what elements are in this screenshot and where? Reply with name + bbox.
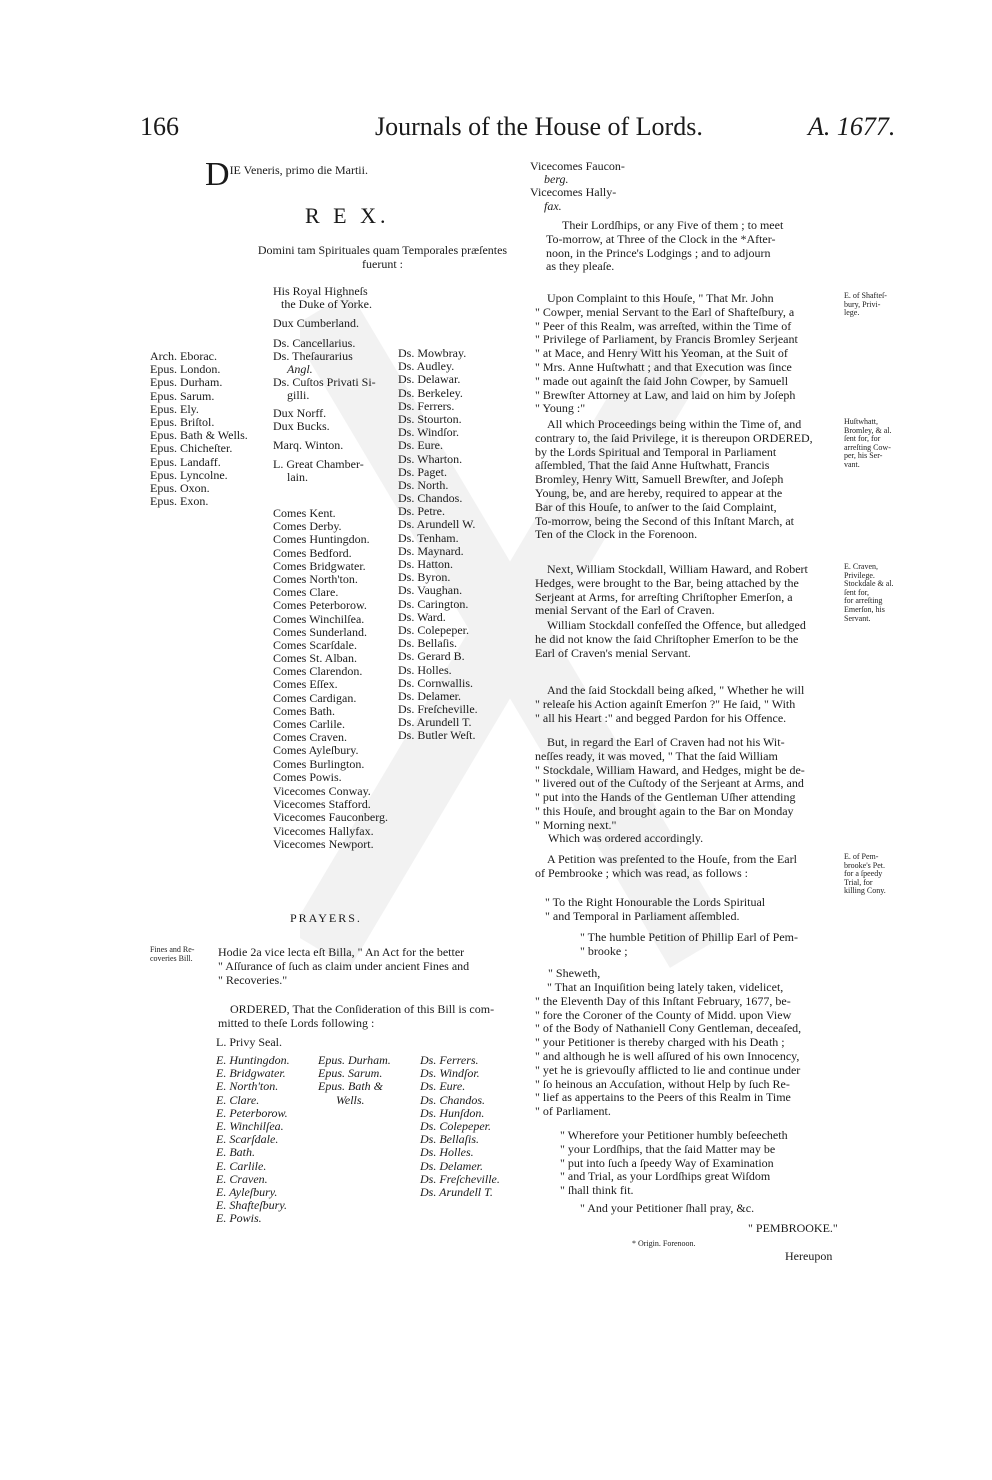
text-line: " brooke ; [580,943,628,958]
list-item: Ds. Audley. [398,359,455,374]
list-item: E. Craven. [216,1171,268,1186]
domini-line: fuerunt : [362,256,403,271]
list-item: Ds. Tenham. [398,530,459,545]
list-item: Dux Cumberland. [273,316,359,331]
margin-line: Servant. [844,613,871,623]
margin-line: Privilege. [844,570,875,580]
list-item: Vicecomes Stafford. [273,797,371,812]
list-item: Ds. Holles. [398,662,452,677]
list-item: Ds. Vaughan. [398,583,463,598]
list-item: Comes Derby. [273,519,342,534]
list-item: Ds. Carington. [398,596,469,611]
list-item: Ds. Maynard. [398,543,464,558]
list-item: Epus. Oxon. [150,480,210,495]
ordered-accordingly: Which was ordered accordingly. [548,831,704,845]
committee-barons [420,1054,500,1199]
text-line: " Recoveries." [218,972,288,987]
text-line: Next, William Stockdall, William Haward, and Robert [547,562,808,576]
text-line: Hodie 2a vice lecta eſt Billa, " An Act for the better [218,945,465,959]
year: A. 1677. [808,112,896,141]
list-item: Ds. Windſor. [420,1066,480,1081]
regard-paragraph [535,736,847,833]
list-item: E. Ayleſbury. [216,1184,278,1199]
list-item: E. Powis. [216,1211,262,1226]
list-item: Comes North'ton. [273,571,358,586]
asked-paragraph [535,684,847,725]
list-item: E. Peterborow. [216,1105,288,1120]
text-line: " your Lordſhips, that the ſaid Matter may be [560,1141,776,1156]
text-line: he did not know the ſaid Chriſtopher Emerſon to be the [535,631,799,646]
list-item: Comes Sunderland. [273,624,367,639]
list-item: Ds. Ward. [398,609,446,624]
margin-line: ſent for, [844,587,870,597]
list-item: Ds. Theſaurarius [273,348,353,363]
list-item: Ds. Eure. [398,438,443,453]
margin-line: per, his Ser- [844,451,883,461]
list-item: Ds. Eure. [420,1079,466,1094]
text-line: Upon Complaint to this Houſe, " That Mr. John [547,291,774,305]
margin-note-fines [150,946,194,963]
margin-line: E. of Shafteſ- [844,291,887,300]
list-item: Vicecomes Hally- [530,185,617,200]
list-item: Ds. Freſcheville. [398,702,478,717]
list-item: Epus. Sarum. [318,1066,383,1081]
list-item: Ds. Ferrers. [398,398,455,413]
list-item: Comes Ayleſbury. [273,743,359,758]
text-line: Their Lordſhips, or any Five of them ; to meet [562,218,784,232]
list-item: Ds. Paget. [398,464,447,479]
signature: " PEMBROOKE." [748,1221,838,1235]
text-line: Bromley, Henry Witt, Samuell Brewſter, and Joſeph [535,472,784,487]
text-line: " Young :" [535,401,586,416]
text-line: as they pleaſe. [546,259,615,274]
list-item: Ds. Ferrers. [420,1053,479,1067]
list-item: E. Carlile. [216,1158,267,1173]
page-number: 166 [140,112,179,141]
list-item: Angl. [287,361,313,376]
text-line: Young, be, and are hereby, required to appear at the [535,485,783,500]
list-item: Epus. Ely. [150,401,199,416]
ordered-paragraph [218,1003,526,1031]
text-line: " of Parliament. [535,1104,611,1119]
list-item: the Duke of Yorke. [281,297,372,312]
list-item: Epus. Bath & [318,1079,383,1094]
text-line: " the Eleventh Day of this Inſtant February, 1677, be- [535,993,791,1008]
list-item: Comes St. Alban. [273,651,358,666]
list-item: Epus. Landaff. [150,454,221,469]
list-item: Comes Clarendon. [273,664,363,679]
text-line: ORDERED, That the Conſideration of this Bill is com- [230,1002,495,1016]
text-line: by the Lords Spiritual and Temporal in Parliament [535,444,777,459]
list-item: Epus. Lyncolne. [150,467,228,482]
text-line: " yet he is grievouſly afflicted to lie and continue under [535,1062,801,1077]
list-item: gilli. [287,388,310,403]
list-item: Arch. Eborac. [150,349,217,363]
list-item: Comes Peterborow. [273,598,367,613]
list-item: Comes Bridgwater. [273,558,366,573]
margin-line: Emerſon, his [844,604,885,614]
text-line: " releaſe his Action againſt Emerſon ?" He ſaid, " With [535,696,796,711]
text-line: " made out againſt the ſaid John Cowper, by Samuell [535,373,789,388]
text-line: " and Trial, as your Lordſhips great Wiſdom [560,1169,771,1184]
list-item: Comes Bath. [273,703,335,718]
text-line: " put into the Hands of the Gentleman Uſher attending [535,790,796,805]
list-item: Ds. Berkeley. [398,385,463,400]
petition-paragraph [535,853,847,881]
text-line: Hedges, were brought to the Bar, being attached by the [535,575,799,590]
list-item: Comes Huntingdon. [273,532,370,547]
text-line: Ten of the Clock in the Forenoon. [535,527,698,542]
text-line: But, in regard the Earl of Craven had not his Wit- [547,735,785,749]
list-item: Ds. North. [398,477,449,492]
margin-line: bury, Privi- [844,299,881,309]
catchword: Hereupon [785,1249,833,1263]
humble-petition [580,931,847,959]
list-item: Ds. Hatton. [398,557,453,571]
list-item: Ds. Delamer. [420,1158,483,1173]
list-item: Wells. [336,1092,365,1107]
text-line: neſſes ready, it was moved, " That the ſaid William [535,748,778,763]
list-item: Comes Kent. [273,506,336,520]
text-line: A Petition was preſented to the Houſe, from the Earl [547,852,797,866]
list-item: E. Shafteſbury. [216,1198,287,1213]
list-item: Ds. Delamer. [398,688,461,703]
text-line: " all his Heart :" and begged Pardon for his Offence. [535,710,787,725]
list-item: Epus. Chicheſter. [150,441,233,456]
text-line: Bar of this Houſe, to anſwer to the ſaid Complaint, [535,499,777,514]
margin-note-hustwhatt [844,418,891,470]
confessed-paragraph [535,619,847,660]
text-line: " Privilege of Parliament, by Francis Bromley Serjeant [535,332,798,347]
list-item: His Royal Highneſs [273,284,368,298]
list-item: Ds. Cancellarius. [273,335,356,350]
text-line: " at Mace, and Henry Witt his Yeoman, at the Suit of [535,346,788,361]
list-item: E. Scarſdale. [216,1132,279,1147]
margin-line: ſent for, for [844,434,881,444]
list-item: berg. [544,172,569,187]
list-item: Ds. Petre. [398,504,445,519]
page-title: Journals of the House of Lords. [375,112,703,141]
text-line: " Peer of this Realm, was arreſted, within the Time of [535,318,792,333]
list-item: Epus. Bath & Wells. [150,428,248,443]
list-item: Marq. Winton. [273,437,344,452]
pray-line: " And your Petitioner ſhall pray, &c. [580,1201,755,1215]
list-item: Comes Scarſdale. [273,637,357,652]
text-line: " ſhall think fit. [560,1183,634,1198]
margin-line: lege. [844,308,860,318]
list-item: Ds. Stourton. [398,411,462,426]
viscounts-list [273,785,388,851]
list-item: Comes Bedford. [273,545,352,560]
list-item: Ds. Gerard B. [398,649,465,664]
text-line: " Mrs. Anne Huſtwhatt ; and that Execution was ſince [535,359,792,374]
margin-line: for a ſpeedy [844,869,883,879]
list-item: Comes Eſſex. [273,677,338,692]
list-item: fax. [544,198,562,213]
list-item: Comes Clare. [273,585,339,600]
list-item: Ds. Wharton. [398,451,463,466]
margin-line: Trial, for [844,877,873,887]
barons-list [398,347,478,743]
list-item: Epus. Exon. [150,494,209,509]
list-item: E. Bridgwater. [216,1066,286,1081]
margin-line: for arreſting [844,596,883,606]
text-line: To-morrow, at Three of the Clock in the *After- [546,231,776,246]
text-line: mitted to theſe Lords following : [218,1015,375,1030]
text-line: " Brewſter Attorney at Law, and laid on him by Joſeph [535,387,796,402]
list-item: Epus. Durham. [150,375,223,390]
list-item: Comes Carlile. [273,717,345,731]
peers-list [273,285,376,484]
list-item: Vicecomes Conway. [273,784,371,798]
text-line: Earl of Craven's menial Servant. [535,645,691,660]
text-line: " Cowper, menial Servant to the Earl of Shafteſbury, a [535,304,795,319]
list-item: lain. [287,470,308,485]
text-line: " put into ſuch a ſpeedy Way of Examination [560,1155,774,1170]
text-line: " ſo heinous an Accuſation, without Help by ſuch Re- [535,1076,790,1091]
text-line: " Wherefore your Petitioner humbly beſeecheth [560,1128,788,1142]
list-item: Dux Norff. [273,405,327,420]
text-line: " and Temporal in Parliament aſſembled. [545,908,740,923]
text-line: And the ſaid Stockdall being aſked, " Whether he will [547,683,805,697]
margin-note-craven [844,563,894,623]
margin-line: killing Cony. [844,886,886,896]
wherefore-paragraph [560,1129,847,1198]
text-line: " lief as appertains to the Peers of this Realm in Time [535,1090,791,1105]
text-line: Serjeant at Arms, for arreſting Chriſtopher Emerſon, a [535,589,793,604]
text-line: " Stockdale, William Haward, and Hedges, might be de- [535,762,805,777]
list-item: Ds. Cuſtos Privati Si- [273,375,376,390]
list-item: Vicecomes Fauconberg. [273,810,389,825]
margin-line: Stockdale & al. [844,579,894,589]
rex-heading: R E X. [305,203,390,228]
text-line: To-morrow, being the Second of this Inſtant March, at [535,513,794,528]
list-item: Ds. Colepeper. [420,1118,491,1133]
petition-address [545,896,847,924]
list-item: Epus. Sarum. [150,388,215,403]
text-line: " this Houſe, and brought again to the Bar on Monday [535,803,794,818]
complaint-paragraph [535,292,847,416]
list-item: E. Clare. [216,1092,260,1107]
list-item: Comes Powis. [273,769,342,784]
margin-line: arreſting Cow- [844,442,891,452]
day-heading [205,156,368,193]
text-line: " That an Inquiſition being lately taken, videlicet, [547,980,784,994]
list-item: Ds. Arundell T. [420,1184,493,1199]
list-item: Comes Burlington. [273,756,365,771]
list-item: Ds. Arundell W. [398,517,476,532]
text-line: " The humble Petition of Phillip Earl of Pem- [580,930,798,944]
list-item: Ds. Cornwallis. [398,675,473,690]
list-item: Ds. Windſor. [398,425,459,440]
margin-note-pembrooke [844,853,886,896]
sheweth: " Sheweth, [548,966,601,980]
list-item: Ds. Bellaſis. [420,1132,479,1147]
list-item: Ds. Colepeper. [398,622,469,637]
text-line: " of the Body of Nathaniell Cony Gentleman, deceaſed, [535,1021,802,1036]
margin-line: E. Craven, [844,562,878,571]
text-line: William Stockdall confeſſed the Offence, but alledged [547,618,806,632]
margin-note-shaftesbury [844,292,887,318]
viscounts-continued [530,160,625,213]
text-line: " and although he is well aſſured of his own Innocency, [535,1048,800,1063]
proceedings-paragraph [535,418,847,542]
list-item: Ds. Chandos. [420,1092,486,1107]
domini-heading [245,244,520,272]
committee-earls [216,1054,290,1225]
list-item: Ds. Chandos. [398,491,463,506]
text-line: contrary to, the ſaid Privilege, it is thereupon ORDERED, [535,430,813,445]
list-item: Comes Craven. [273,730,347,745]
earls-list [273,507,370,784]
list-item: Comes Cardigan. [273,690,357,705]
list-item: L. Great Chamber- [273,457,364,472]
text-line: " Morning next." [535,817,617,832]
prayers-heading: PRAYERS. [290,911,362,925]
list-item: Ds. Mowbray. [398,346,467,360]
list-item: Vicecomes Hallyfax. [273,823,374,838]
bishops-list [150,350,248,508]
list-item: Ds. Holles. [420,1145,474,1160]
list-item: E. North'ton. [216,1079,279,1094]
margin-line: coveries Bill. [150,953,193,963]
margin-line: brooke's Pet. [844,860,885,870]
list-item: Ds. Bellaſis. [398,636,457,651]
list-item: Ds. Freſcheville. [420,1171,500,1186]
list-item: Ds. Arundell T. [398,715,472,730]
list-item: Comes Winchilſea. [273,611,365,626]
text-line: menial Servant of the Earl of Craven. [535,603,715,618]
list-item: Ds. Butler Weſt. [398,728,476,743]
footnote: * Origin. Forenoon. [632,1239,696,1248]
margin-line: Fines and Re- [150,945,195,954]
next-paragraph [535,563,847,618]
text-line: of Pembrooke ; which was read, as follows : [535,865,748,880]
list-item: Vicecomes Newport. [273,836,374,851]
list-item: Ds. Byron. [398,570,451,585]
text-line: " fore the Coroner of the County of Midd. upon View [535,1007,792,1022]
fines-bill-paragraph [218,946,526,987]
text-line: noon, in the Prince's Lodgings ; and to adjourn [546,245,771,260]
committee-bishops [318,1054,391,1107]
list-item: Epus. London. [150,362,221,377]
list-item: Vicecomes Faucon- [530,159,625,173]
privy-seal: L. Privy Seal. [216,1035,282,1049]
list-item: E. Bath. [216,1145,255,1160]
text-line: All which Proceedings being within the Time of, and [547,417,802,431]
margin-line: Bromley, & al. [844,425,892,435]
list-item: Epus. Durham. [318,1053,391,1067]
list-item: Epus. Briſtol. [150,414,215,429]
domini-line: Domini tam Spirituales quam Temporales præſentes [257,243,508,257]
list-item: Dux Bucks. [273,418,330,433]
drop-cap: D [205,156,230,193]
margin-line: E. of Pem- [844,852,879,861]
list-item: Ds. Hunſdon. [420,1105,485,1120]
list-item: E. Huntingdon. [216,1053,290,1067]
text-line: " Aſſurance of ſuch as claim under ancient Fines and [218,958,470,973]
lordships-paragraph [546,219,846,274]
inquisition-paragraph [535,981,847,1119]
text-line: " your Petitioner is thereby charged with his Death ; [535,1035,785,1050]
margin-line: Huſtwhatt, [844,417,878,426]
text-line: aſſembled, That the ſaid Anne Huſtwhatt, Francis [535,458,770,473]
text-line: " livered out of the Cuſtody of the Serjeant at Arms, and [535,776,804,791]
list-item: E. Winchilſea. [216,1118,284,1133]
margin-line: vant. [844,459,860,469]
text-line: " To the Right Honourable the Lords Spiritual [545,895,766,909]
list-item: Ds. Delawar. [398,372,461,387]
day-heading-text: IE Veneris, primo die Martii. [229,163,368,177]
